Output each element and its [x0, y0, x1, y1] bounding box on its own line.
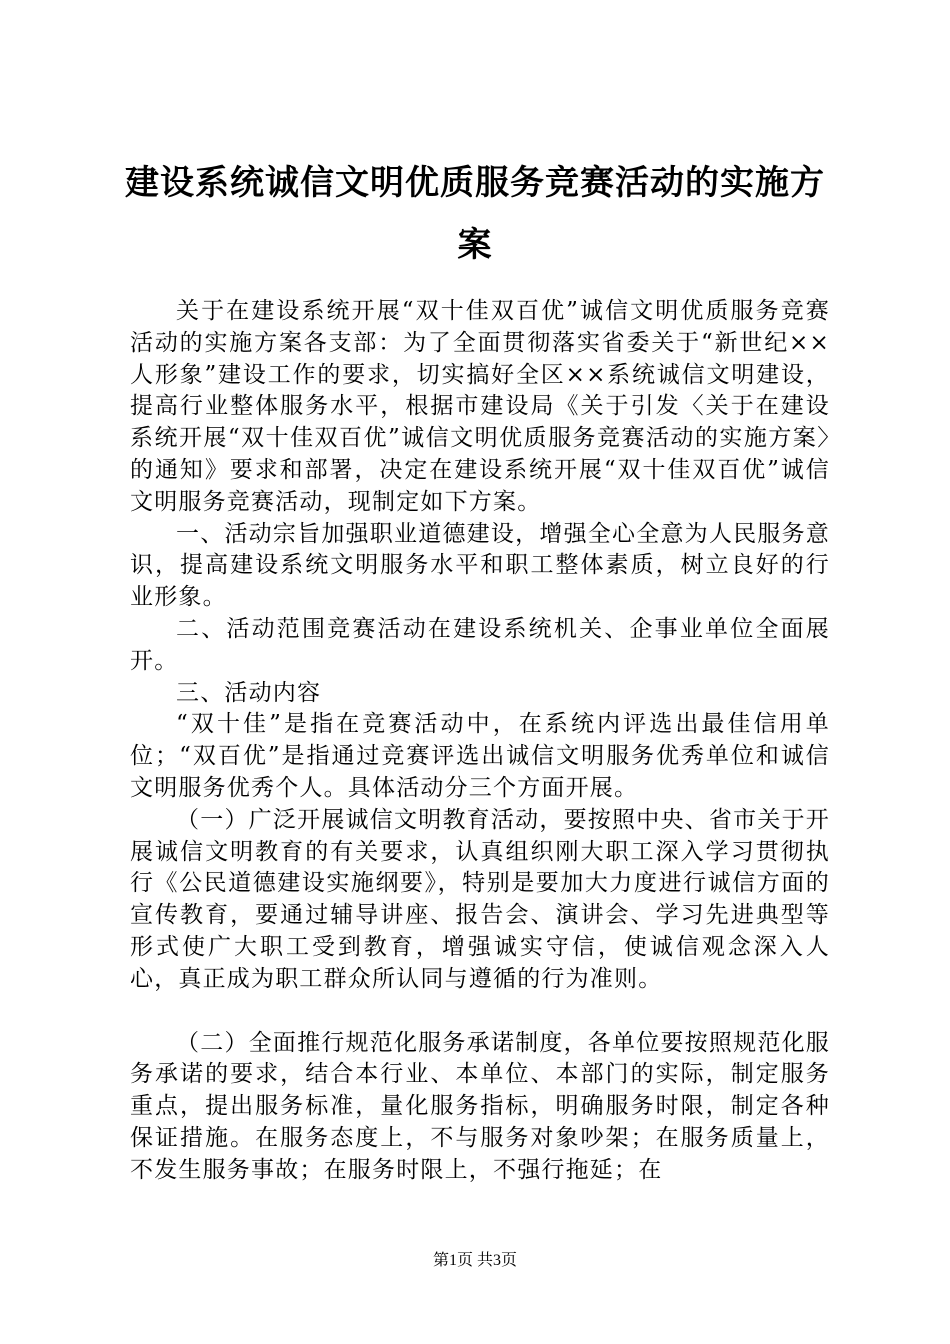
document-title: 建设系统诚信文明优质服务竞赛活动的实施方案 — [125, 163, 825, 265]
page-number-footer: 第1页 共3页 — [432, 1252, 517, 1269]
paragraph-item-1: （一）广泛开展诚信文明教育活动，要按照中央、省市关于开展诚信文明教育的有关要求，认真组织刚大职工深入学习贯彻执行《公民道德建设实施纲要》，特别是要加大力度进行诚信方面的宣传教育，要通过辅导讲座、报告会、演讲会、学习先进典型等形式使广大职工受到教育，增强诚实守信，使诚信观念深入人心，真正成为职工群众所认同与遵循的行为准则。 — [130, 806, 830, 992]
paragraph-section-1: 一、活动宗旨加强职业道德建设，增强全心全意为人民服务意识，提高建设系统文明服务水平和职工整体素质，树立良好的行业形象。 — [130, 520, 830, 611]
document-body — [130, 296, 830, 1187]
paragraph-section-3-heading: 三、活动内容 — [176, 679, 322, 706]
paragraph-intro: 关于在建设系统开展“双十佳双百优”诚信文明优质服务竞赛活动的实施方案各支部：为了全面贯彻落实省委关于“新世纪××人形象”建设工作的要求，切实搞好全区××系统诚信文明建设，提高行业整体服务水平，根据市建设局《关于引发〈关于在建设系统开展“双十佳双百优”诚信文明优质服务竞赛活动的实施方案〉的通知》要求和部署，决定在建设系统开展“双十佳双百优”诚信文明服务竞赛活动，现制定如下方案。 — [130, 298, 830, 515]
paragraph-section-3-definition: “双十佳”是指在竞赛活动中，在系统内评选出最佳信用单位；“双百优”是指通过竞赛评选出诚信文明服务优秀单位和诚信文明服务优秀个人。具体活动分三个方面开展。 — [130, 711, 830, 801]
paragraph-section-2: 二、活动范围竞赛活动在建设系统机关、企事业单位全面展开。 — [130, 615, 830, 674]
paragraph-item-2: （二）全面推行规范化服务承诺制度，各单位要按照规范化服务承诺的要求，结合本行业、本单位、本部门的实际，制定服务重点，提出服务标准，量化服务指标，明确服务时限，制定各种保证措施。在服务态度上，不与服务对象吵架；在服务质量上，不发生服务事故；在服务时限上，不强行拖延；在 — [130, 1029, 830, 1183]
